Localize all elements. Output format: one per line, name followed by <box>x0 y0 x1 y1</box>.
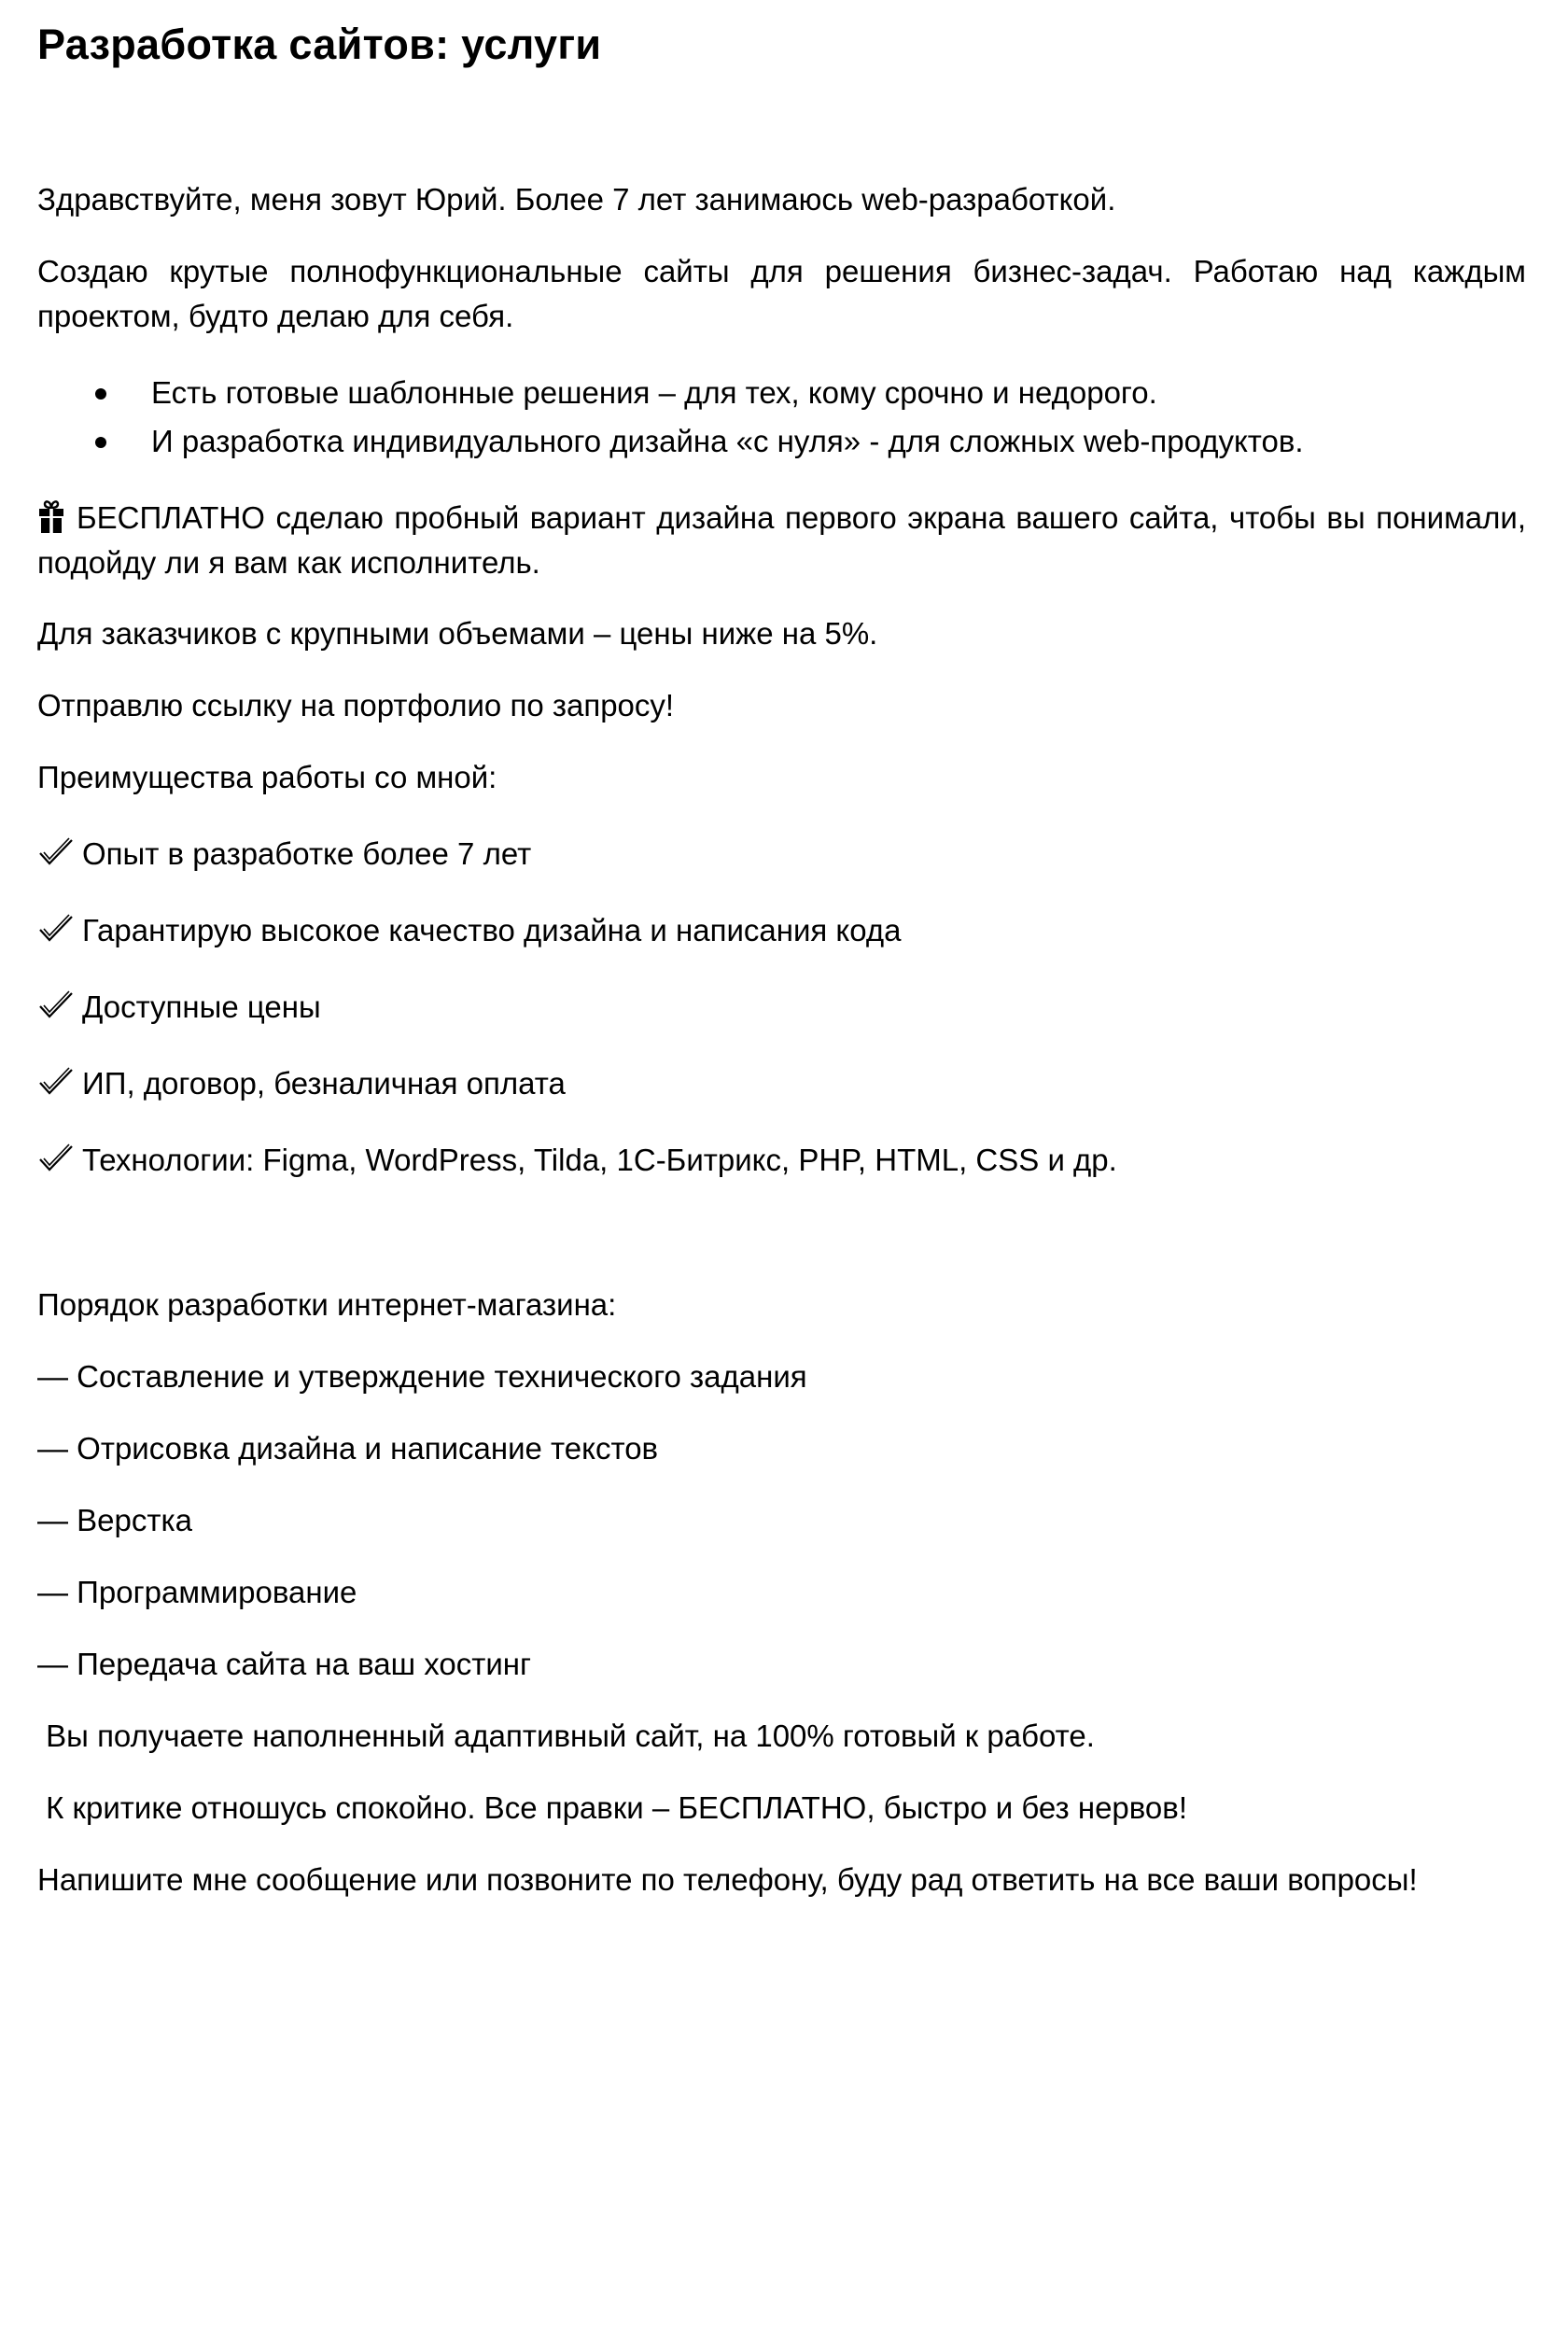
bullet-text: Есть готовые шаблонные решения – для тех, кому срочно и недорого. <box>151 375 1157 410</box>
advantages-heading: Преимущества работы со мной: <box>37 760 497 794</box>
result-paragraph: Вы получаете наполненный адаптивный сайт, на 100% готовый к работе. <box>37 1719 1095 1753</box>
advantage-text: Доступные цены <box>82 989 321 1024</box>
checkmark-icon <box>37 989 75 1021</box>
free-offer-text: БЕСПЛАТНО сделаю пробный вариант дизайна первого экрана вашего сайта, чтобы вы понимали, подойду ли я вам как исполнитель. <box>37 500 1526 580</box>
criticism-paragraph: К критике отношусь спокойно. Все правки – БЕСПЛАТНО, быстро и без нервов! <box>37 1790 1187 1825</box>
advantage-text: Опыт в разработке более 7 лет <box>82 836 532 871</box>
advantage-text: Технологии: Figma, WordPress, Tilda, 1С-Битрикс, PHP, HTML, CSS и др. <box>82 1143 1117 1177</box>
advantage-item-prices <box>37 985 321 1030</box>
portfolio-paragraph: Отправлю ссылку на портфолио по запросу! <box>37 688 675 723</box>
bullet-text: И разработка индивидуального дизайна «с нуля» - для сложных web-продуктов. <box>151 424 1304 458</box>
process-step: — Верстка <box>37 1503 193 1537</box>
advantage-item-technologies <box>37 1138 1117 1183</box>
gift-icon <box>37 500 65 534</box>
free-offer-paragraph <box>37 496 1526 585</box>
advantage-item-quality <box>37 908 901 953</box>
checkmark-icon <box>37 1143 75 1174</box>
checkmark-icon <box>37 1066 75 1098</box>
process-step: — Передача сайта на ваш хостинг <box>37 1647 532 1681</box>
contact-paragraph: Напишите мне сообщение или позвоните по телефону, буду рад ответить на все ваши вопросы! <box>37 1862 1418 1897</box>
advantage-item-contract <box>37 1061 566 1106</box>
intro-paragraph: Здравствуйте, меня зовут Юрий. Более 7 лет занимаюсь web-разработкой. <box>37 182 1116 217</box>
advantage-item-experience <box>37 832 531 877</box>
checkmark-icon <box>37 836 75 868</box>
discount-paragraph: Для заказчиков с крупными объемами – цены ниже на 5%. <box>37 616 878 651</box>
bullet-icon <box>95 437 106 448</box>
advantage-text: ИП, договор, безналичная оплата <box>82 1066 566 1101</box>
process-step: — Отрисовка дизайна и написание текстов <box>37 1431 659 1466</box>
process-step: — Программирование <box>37 1575 357 1609</box>
bullet-icon <box>95 388 106 400</box>
page-title: Разработка сайтов: услуги <box>37 21 602 68</box>
checkmark-icon <box>37 913 75 945</box>
create-paragraph: Создаю крутые полнофункциональные сайты для решения бизнес-задач. Работаю над каждым проектом, будто делаю для себя. <box>37 254 1526 333</box>
process-step: — Составление и утверждение технического задания <box>37 1359 807 1394</box>
advantage-text: Гарантирую высокое качество дизайна и написания кода <box>82 913 902 947</box>
process-heading: Порядок разработки интернет-магазина: <box>37 1287 617 1322</box>
